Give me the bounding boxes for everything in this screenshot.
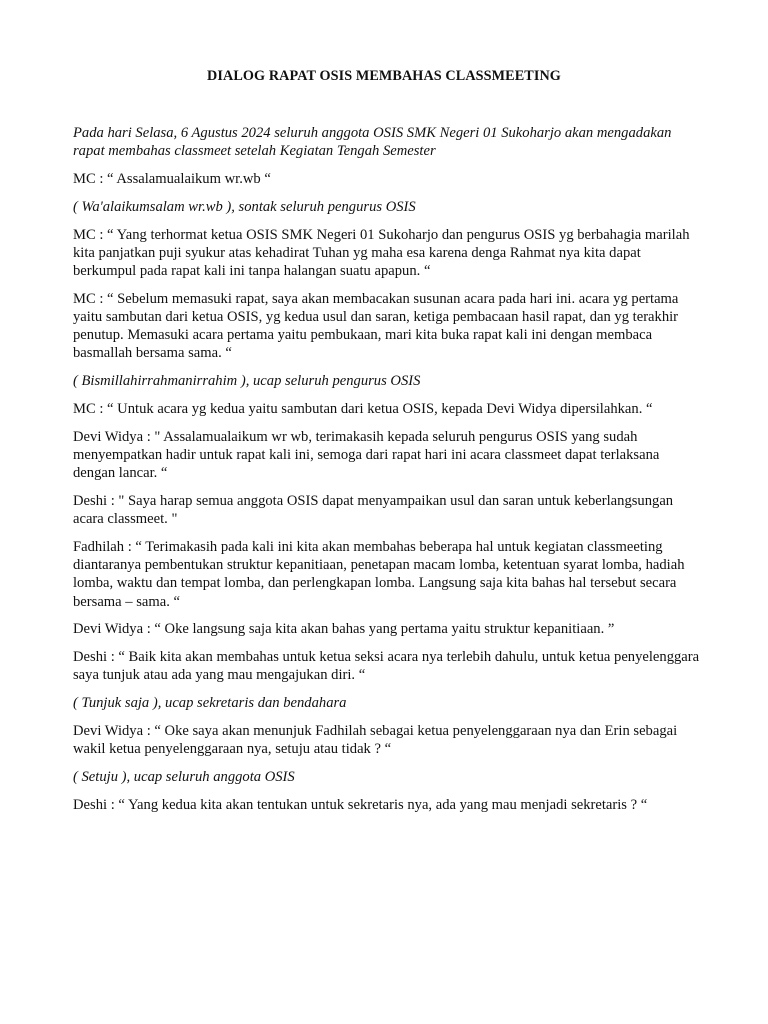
dialog-paragraph: MC : “ Yang terhormat ketua OSIS SMK Negeri 01 Sukoharjo dan pengurus OSIS yg berbahagia marilah kita panjatkan puji syukur atas kehadirat Tuhan yg maha esa karena denga Rahmat nya kita dapat berkumpul pada rapat kali ini tanpa halangan suatu apapun. “ (73, 226, 690, 279)
narration-paragraph: ( Bismillahirrahmanirrahim ), ucap seluruh pengurus OSIS (73, 373, 421, 390)
dialog-paragraph: Devi Widya : “ Oke langsung saja kita akan bahas yang pertama yaitu struktur kepanitiaan. ” (73, 621, 615, 638)
dialog-paragraph: Deshi : “ Yang kedua kita akan tentukan untuk sekretaris nya, ada yang mau menjadi sekretaris ? “ (73, 796, 648, 813)
narration-paragraph: ( Wa'alaikumsalam wr.wb ), sontak seluruh pengurus OSIS (73, 198, 416, 215)
dialog-paragraph: MC : “ Assalamualaikum wr.wb “ (73, 171, 271, 187)
document-body (73, 124, 703, 824)
dialog-paragraph: Fadhilah : “ Terimakasih pada kali ini kita akan membahas beberapa hal untuk kegiatan classmeeting diantaranya pembentukan struktur kepanitiaan, penetapan macam lomba, ketentuan syarat lomba, hadiah lomba, waktu dan tempat lomba, dan perlengkapan lomba. Langsung saja kita bahas hal tersebut secara bersama – sama. “ (73, 539, 685, 610)
dialog-paragraph: Devi Widya : " Assalamualaikum wr wb, terimakasih kepada seluruh pengurus OSIS yang sudah menyempatkan hadir untuk rapat kali ini, semoga dari rapat hari ini acara classmeet dapat terlaksana dengan lancar. “ (73, 428, 660, 482)
narration-paragraph: ( Tunjuk saja ), ucap sekretaris dan bendahara (73, 695, 347, 712)
dialog-paragraph: MC : “ Untuk acara yg kedua yaitu sambutan dari ketua OSIS, kepada Devi Widya dipersilahkan. “ (73, 401, 653, 417)
dialog-paragraph: Deshi : “ Baik kita akan membahas untuk ketua seksi acara nya terlebih dahulu, untuk ketua penyelenggara saya tunjuk atau ada yang mau mengajukan diri. “ (73, 649, 700, 684)
narration-paragraph: Pada hari Selasa, 6 Agustus 2024 seluruh anggota OSIS SMK Negeri 01 Sukoharjo akan mengadakan rapat membahas classmeet setelah Kegiatan Tengah Semester (73, 125, 672, 160)
document-title: DIALOG RAPAT OSIS MEMBAHAS CLASSMEETING (207, 68, 561, 84)
narration-paragraph: ( Setuju ), ucap seluruh anggota OSIS (73, 769, 295, 785)
dialog-paragraph: Deshi : " Saya harap semua anggota OSIS dapat menyampaikan usul dan saran untuk keberlangsungan acara classmeet. " (73, 493, 674, 528)
dialog-paragraph: MC : “ Sebelum memasuki rapat, saya akan membacakan susunan acara pada hari ini. acara yg pertama yaitu sambutan dari ketua OSIS, yg kedua usul dan saran, ketiga pembacaan hasil rapat, dan yg terakhir penutup. Memasuki acara pertama yaitu pembukaan, mari kita buka rapat kali ini dengan membaca basmallah bersama sama. “ (73, 290, 679, 362)
dialog-paragraph: Devi Widya : “ Oke saya akan menunjuk Fadhilah sebagai ketua penyelenggaraan nya dan Erin sebagai wakil ketua penyelenggaraan nya, setuju atau tidak ? “ (73, 723, 678, 758)
